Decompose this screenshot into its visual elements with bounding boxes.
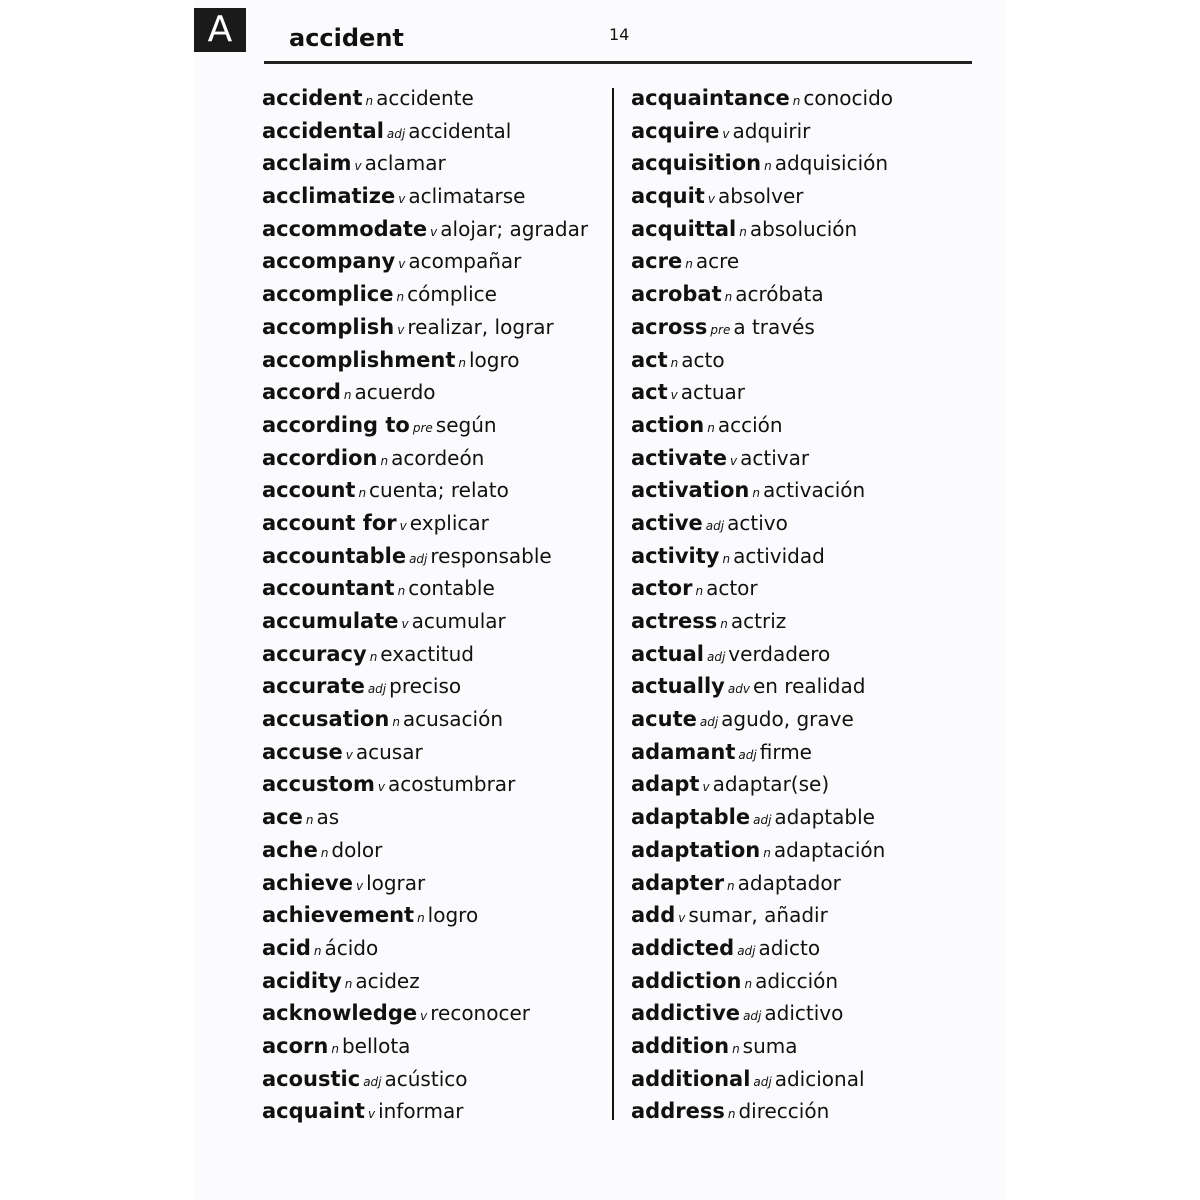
dictionary-entry — [262, 867, 588, 900]
part-of-speech: adj — [363, 1074, 382, 1089]
part-of-speech: n — [792, 94, 801, 108]
part-of-speech: v — [398, 192, 406, 207]
translation: acompañar — [408, 249, 522, 274]
dictionary-entry — [631, 768, 893, 801]
letter-tab: A — [194, 8, 246, 52]
part-of-speech: v — [670, 388, 678, 403]
translation: a través — [733, 314, 815, 339]
dictionary-entry — [262, 736, 588, 769]
headword: activation — [631, 478, 750, 503]
headword: additional — [631, 1066, 751, 1091]
dictionary-entry — [631, 409, 893, 442]
headword: ache — [262, 837, 318, 862]
dictionary-entry — [262, 115, 588, 148]
dictionary-entry — [262, 768, 588, 801]
translation: dolor — [331, 837, 383, 862]
translation: activación — [762, 478, 866, 503]
part-of-speech: v — [401, 617, 409, 631]
part-of-speech: n — [752, 486, 760, 501]
part-of-speech: v — [377, 780, 385, 795]
part-of-speech: n — [396, 290, 405, 305]
translation: firme — [759, 739, 812, 764]
part-of-speech: adj — [386, 126, 406, 141]
dictionary-entry — [262, 213, 588, 246]
headword: acquaintance — [631, 86, 790, 110]
dictionary-entry — [262, 605, 588, 638]
dictionary-entry — [631, 311, 893, 344]
part-of-speech: n — [722, 551, 731, 566]
headword: activity — [631, 543, 720, 568]
headword: acclimatize — [262, 184, 396, 209]
headword: accompany — [262, 249, 396, 274]
translation: dirección — [738, 1099, 830, 1124]
part-of-speech: n — [380, 453, 389, 468]
translation: acusar — [355, 739, 423, 764]
headword: acrobat — [631, 282, 722, 307]
dictionary-entry — [262, 670, 588, 703]
part-of-speech: n — [343, 388, 352, 403]
headword: acquaint — [262, 1099, 365, 1124]
part-of-speech: n — [358, 486, 367, 501]
headword: accomplish — [262, 314, 395, 339]
translation: acuerdo — [354, 380, 436, 405]
headword: account — [262, 478, 356, 503]
translation: as — [316, 805, 340, 830]
dictionary-entry — [631, 115, 893, 148]
dictionary-entry — [262, 442, 588, 475]
translation: acumular — [411, 609, 506, 633]
dictionary-entry — [631, 670, 893, 703]
dictionary-entry — [631, 834, 893, 867]
headword: accomplice — [262, 282, 394, 307]
part-of-speech: adj — [737, 943, 756, 958]
part-of-speech: v — [345, 747, 353, 762]
headword: acute — [631, 707, 697, 732]
part-of-speech: n — [732, 1041, 740, 1056]
translation: adaptable — [774, 805, 875, 830]
dictionary-entry — [262, 540, 588, 573]
headword: accumulate — [262, 609, 399, 633]
translation: adquisición — [774, 151, 889, 176]
headword: accidental — [262, 118, 384, 143]
part-of-speech: v — [420, 1009, 428, 1024]
translation: suma — [742, 1033, 798, 1058]
headword: actress — [631, 609, 718, 633]
header-rule — [264, 61, 972, 64]
dictionary-entry — [631, 474, 893, 507]
column-divider — [612, 88, 614, 1120]
dictionary-entry — [262, 997, 588, 1030]
headword: across — [631, 314, 708, 339]
headword: accord — [262, 380, 341, 405]
dictionary-entry — [631, 932, 893, 965]
headword: accustom — [262, 772, 375, 797]
part-of-speech: adj — [705, 518, 725, 533]
part-of-speech: n — [744, 976, 753, 991]
headword: activate — [631, 445, 727, 470]
translation: acre — [695, 249, 740, 274]
headword: accurate — [262, 674, 365, 699]
headword: accusation — [262, 707, 390, 732]
dictionary-entry — [631, 605, 893, 638]
headword: achieve — [262, 870, 353, 895]
translation: actuar — [680, 380, 746, 405]
dictionary-entry — [262, 801, 588, 834]
translation: acordeón — [391, 445, 485, 470]
part-of-speech: v — [702, 780, 710, 795]
translation: alojar; agradar — [440, 216, 589, 241]
headword: actual — [631, 641, 704, 666]
part-of-speech: n — [397, 584, 406, 599]
dictionary-entry — [631, 965, 893, 998]
translation: adaptador — [737, 870, 841, 895]
translation: adaptar(se) — [712, 772, 830, 797]
translation: sumar, añadir — [688, 903, 828, 928]
part-of-speech: adj — [753, 1074, 772, 1089]
dictionary-entry — [262, 278, 588, 311]
dictionary-entry — [262, 834, 588, 867]
translation: preciso — [389, 674, 462, 699]
headword: adaptable — [631, 805, 751, 830]
translation: informar — [378, 1099, 464, 1124]
headword: acquire — [631, 118, 720, 143]
part-of-speech: v — [430, 224, 438, 239]
dictionary-entry — [631, 997, 893, 1030]
part-of-speech: n — [739, 224, 747, 239]
headword: addiction — [631, 968, 742, 993]
dictionary-entry — [631, 376, 893, 409]
translation: actriz — [730, 609, 787, 633]
part-of-speech: n — [344, 976, 353, 991]
part-of-speech: n — [724, 290, 733, 305]
headword: act — [631, 380, 668, 405]
headword: accountable — [262, 543, 407, 568]
part-of-speech: n — [331, 1041, 339, 1056]
translation: aclimatarse — [408, 184, 526, 209]
part-of-speech: pre — [412, 420, 433, 435]
dictionary-entry — [631, 344, 893, 377]
dictionary-entry — [631, 147, 893, 180]
dictionary-entry — [262, 147, 588, 180]
translation: cuenta; relato — [369, 478, 509, 503]
left-column — [262, 82, 588, 1128]
page-number: 14 — [609, 25, 630, 44]
dictionary-entry — [631, 801, 893, 834]
headword: actor — [631, 576, 693, 601]
translation: acto — [681, 347, 725, 372]
part-of-speech: v — [722, 126, 730, 141]
headword: adapt — [631, 772, 700, 797]
translation: contable — [408, 576, 495, 601]
dictionary-entry — [262, 703, 588, 736]
translation: conocido — [803, 86, 894, 110]
part-of-speech: adj — [706, 649, 726, 664]
headword: addicted — [631, 935, 735, 960]
dictionary-entry — [262, 409, 588, 442]
part-of-speech: v — [678, 911, 686, 926]
part-of-speech: adj — [753, 813, 772, 828]
part-of-speech: adj — [367, 682, 387, 697]
headword: account for — [262, 510, 397, 535]
headword: adamant — [631, 739, 736, 764]
translation: acostumbrar — [387, 772, 516, 797]
translation: cómplice — [407, 282, 497, 307]
part-of-speech: n — [763, 845, 771, 860]
translation: ácido — [324, 935, 379, 960]
headword: action — [631, 412, 705, 437]
translation: acústico — [384, 1066, 468, 1091]
dictionary-entry — [262, 572, 588, 605]
dictionary-entry — [631, 180, 893, 213]
translation: adicional — [774, 1066, 865, 1091]
translation: en realidad — [752, 674, 866, 699]
part-of-speech: adj — [409, 551, 428, 566]
part-of-speech: n — [707, 420, 715, 435]
headword: achievement — [262, 903, 415, 928]
headword: add — [631, 903, 676, 928]
part-of-speech: v — [399, 518, 407, 533]
translation: bellota — [341, 1033, 411, 1058]
part-of-speech: adv — [727, 682, 750, 697]
headword: acid — [262, 935, 311, 960]
headword: acre — [631, 249, 683, 274]
dictionary-entry — [631, 507, 893, 540]
dictionary-entry — [262, 507, 588, 540]
translation: logro — [468, 347, 520, 372]
translation: exactitud — [380, 641, 474, 666]
headword: acquit — [631, 184, 705, 209]
dictionary-entry — [262, 1095, 588, 1128]
dictionary-entry — [262, 932, 588, 965]
translation: explicar — [409, 510, 489, 535]
dictionary-entry — [262, 638, 588, 671]
dictionary-entry — [262, 1063, 588, 1096]
translation: adquirir — [732, 118, 811, 143]
headword: acknowledge — [262, 1001, 418, 1026]
translation: activo — [727, 510, 788, 535]
headword: acclaim — [262, 151, 352, 176]
translation: aclamar — [364, 151, 446, 176]
dictionary-entry — [631, 213, 893, 246]
part-of-speech: v — [367, 1107, 376, 1122]
headword: acquisition — [631, 151, 762, 176]
headword: adaptation — [631, 837, 761, 862]
dictionary-entry — [631, 1063, 893, 1096]
headword: acquittal — [631, 216, 737, 241]
headword: according to — [262, 412, 410, 437]
headword: acidity — [262, 968, 342, 993]
translation: lograr — [366, 870, 426, 895]
headword: accountant — [262, 576, 395, 601]
dictionary-entry — [631, 1095, 893, 1128]
part-of-speech: pre — [710, 322, 731, 337]
dictionary-entry — [631, 278, 893, 311]
translation: logro — [427, 903, 479, 928]
translation: adicto — [758, 935, 821, 960]
dictionary-entry — [262, 180, 588, 213]
dictionary-entry — [262, 82, 588, 115]
translation: adictivo — [764, 1001, 844, 1026]
translation: responsable — [430, 543, 552, 568]
translation: actividad — [733, 543, 825, 568]
dictionary-entry — [262, 899, 588, 932]
translation: adicción — [755, 968, 839, 993]
dictionary-entry — [631, 899, 893, 932]
translation: según — [435, 412, 497, 437]
part-of-speech: n — [313, 943, 322, 958]
headword: address — [631, 1099, 725, 1124]
headword: accommodate — [262, 216, 428, 241]
dictionary-entry — [262, 311, 588, 344]
headword: addition — [631, 1033, 730, 1058]
dictionary-entry — [631, 1030, 893, 1063]
translation: realizar, lograr — [407, 314, 554, 339]
translation: acusación — [402, 707, 503, 732]
dictionary-entry — [631, 245, 893, 278]
part-of-speech: v — [730, 453, 738, 468]
dictionary-entry — [262, 376, 588, 409]
part-of-speech: n — [369, 649, 378, 664]
part-of-speech: v — [355, 878, 364, 893]
dictionary-entry — [631, 638, 893, 671]
part-of-speech: adj — [743, 1009, 762, 1024]
part-of-speech: v — [398, 257, 406, 272]
dictionary-entry — [262, 1030, 588, 1063]
headword: accident — [262, 86, 363, 110]
dictionary-entry — [262, 474, 588, 507]
part-of-speech: n — [320, 845, 329, 860]
part-of-speech: adj — [738, 747, 757, 762]
part-of-speech: n — [727, 878, 735, 893]
translation: acidez — [355, 968, 420, 993]
headword: accuracy — [262, 641, 367, 666]
part-of-speech: n — [392, 715, 400, 730]
part-of-speech: n — [458, 355, 466, 370]
dictionary-entry — [631, 540, 893, 573]
part-of-speech: n — [365, 94, 374, 108]
dictionary-entry — [262, 965, 588, 998]
part-of-speech: v — [354, 159, 362, 174]
translation: reconocer — [430, 1001, 530, 1026]
part-of-speech: adj — [699, 715, 719, 730]
headword: actually — [631, 674, 725, 699]
part-of-speech: n — [305, 813, 314, 828]
headword: act — [631, 347, 668, 372]
dictionary-entry — [631, 736, 893, 769]
right-column — [631, 82, 893, 1128]
part-of-speech: n — [727, 1107, 736, 1122]
dictionary-entry — [262, 344, 588, 377]
guide-word: accident — [289, 24, 404, 52]
translation: acróbata — [735, 282, 824, 307]
headword: accuse — [262, 739, 343, 764]
dictionary-entry — [631, 867, 893, 900]
translation: activar — [740, 445, 810, 470]
translation: absolver — [717, 184, 804, 209]
dictionary-entry — [631, 82, 893, 115]
translation: verdadero — [728, 641, 831, 666]
translation: accidental — [408, 118, 512, 143]
headword: accordion — [262, 445, 378, 470]
part-of-speech: v — [707, 192, 715, 207]
translation: absolución — [749, 216, 858, 241]
headword: active — [631, 510, 703, 535]
dictionary-entry — [631, 442, 893, 475]
headword: adapter — [631, 870, 725, 895]
headword: addictive — [631, 1001, 741, 1026]
headword: acorn — [262, 1033, 329, 1058]
part-of-speech: n — [764, 159, 772, 174]
dictionary-entry — [631, 572, 893, 605]
part-of-speech: n — [720, 617, 728, 631]
translation: agudo, grave — [721, 707, 854, 732]
headword: ace — [262, 805, 303, 830]
translation: adaptación — [773, 837, 886, 862]
translation: actor — [706, 576, 758, 601]
part-of-speech: n — [685, 257, 693, 272]
dictionary-entry — [631, 703, 893, 736]
dictionary-entry — [262, 245, 588, 278]
headword: acoustic — [262, 1066, 361, 1091]
part-of-speech: n — [695, 584, 704, 599]
translation: accidente — [376, 86, 474, 110]
part-of-speech: n — [670, 355, 679, 370]
part-of-speech: n — [417, 911, 425, 926]
part-of-speech: v — [397, 322, 405, 337]
headword: accomplishment — [262, 347, 456, 372]
translation: acción — [717, 412, 783, 437]
